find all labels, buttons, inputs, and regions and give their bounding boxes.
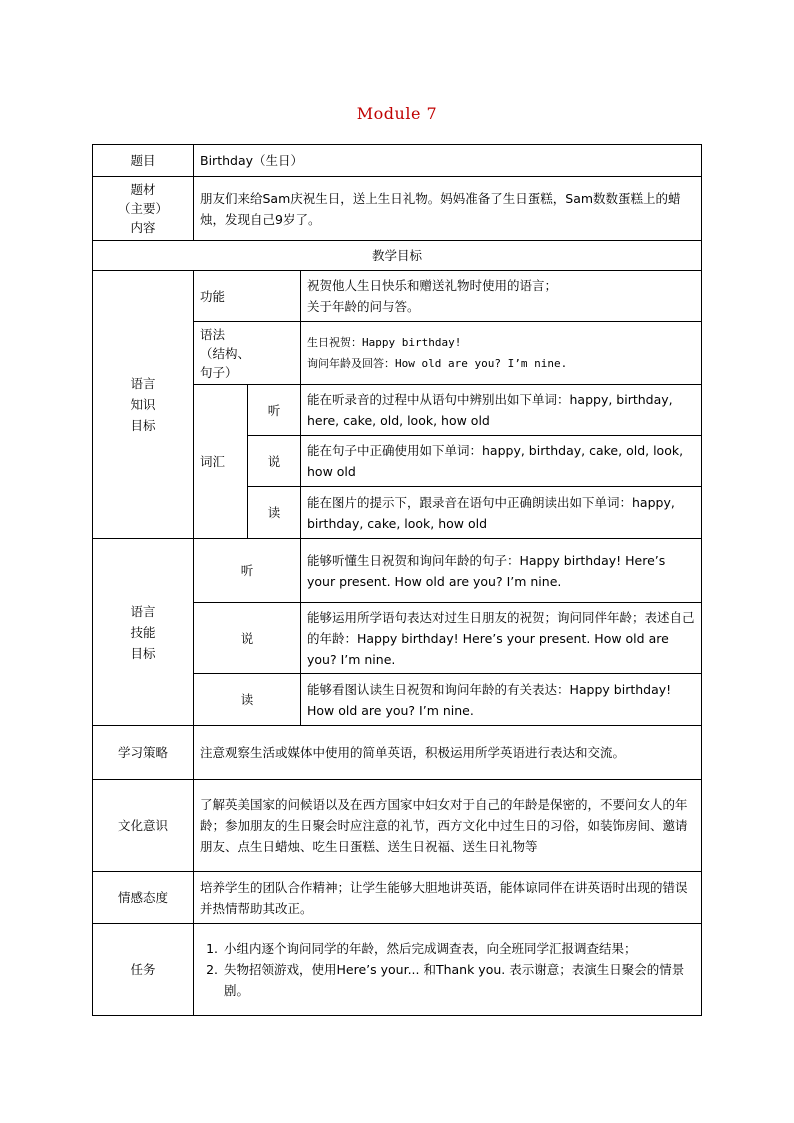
vocab-listen-label: 听: [248, 385, 301, 436]
topic-label: 题目: [93, 145, 194, 177]
strategy-label: 学习策略: [93, 726, 194, 780]
skills-read-value: 能够看图认读生日祝贺和询问年龄的有关表达：Happy birthday! How old are you? I’m nine.: [301, 674, 702, 726]
tasks-list: [200, 938, 695, 1001]
knowledge-label: 语言 知识 目标: [93, 271, 194, 539]
strategy-row: [93, 726, 702, 780]
function-label: 功能: [194, 271, 301, 322]
culture-value: 了解英美国家的问候语以及在西方国家中妇女对于自己的年龄是保密的，不要问女人的年龄；参加朋友的生日聚会时应注意的礼节，西方文化中过生日的习俗，如装饰房间、邀请朋友、点生日蜡烛、吃生日蛋糕、送生日祝福、送生日礼物等: [194, 780, 702, 872]
list-item: 1. 小组内逐个询问同学的年龄，然后完成调查表，向全班同学汇报调查结果；: [222, 938, 695, 959]
skills-speak-label: 说: [194, 603, 301, 674]
list-item: 2. 失物招领游戏，使用Here’s your... 和Thank you. 表示谢意；表演生日聚会的情景剧。: [222, 959, 695, 1001]
vocab-read-label: 读: [248, 487, 301, 539]
lesson-plan-table: [92, 144, 702, 1016]
skills-speak-value: 能够运用所学语句表达对过生日朋友的祝贺；询问同伴年龄；表述自己的年龄：Happy birthday! Here’s your present. How old are you? I’m nine.: [301, 603, 702, 674]
module-title: Module 7: [356, 104, 438, 123]
skills-label: 语言 技能 目标: [93, 539, 194, 726]
grammar-label: 语法 （结构、 句子）: [194, 322, 301, 385]
grammar-value: 生日祝贺：Happy birthday! 询问年龄及回答：How old are you? I’m nine.: [301, 322, 702, 385]
vocab-read-value: 能在图片的提示下，跟录音在语句中正确朗读出如下单词：happy, birthday, cake, look, how old: [301, 487, 702, 539]
goals-header: 教学目标: [93, 241, 702, 271]
vocab-speak-label: 说: [248, 436, 301, 487]
culture-row: [93, 780, 702, 872]
skills-read-label: 读: [194, 674, 301, 726]
attitude-value: 培养学生的团队合作精神；让学生能够大胆地讲英语，能体谅同伴在讲英语时出现的错误并热情帮助其改正。: [194, 872, 702, 924]
tasks-label: 任务: [93, 924, 194, 1016]
tasks-row: [93, 924, 702, 1016]
vocab-label: 词汇: [194, 385, 248, 539]
strategy-value: 注意观察生活或媒体中使用的简单英语，积极运用所学英语进行表达和交流。: [194, 726, 702, 780]
culture-label: 文化意识: [93, 780, 194, 872]
goals-header-row: [93, 241, 702, 271]
attitude-label: 情感态度: [93, 872, 194, 924]
material-row: [93, 177, 702, 241]
topic-value: Birthday（生日）: [194, 145, 702, 177]
material-label: 题材 （主要） 内容: [93, 177, 194, 241]
function-value: 祝贺他人生日快乐和赠送礼物时使用的语言； 关于年龄的问与答。: [301, 271, 702, 322]
skills-listen-label: 听: [194, 539, 301, 603]
attitude-row: [93, 872, 702, 924]
topic-row: [93, 145, 702, 177]
tasks-cell: [194, 924, 702, 1016]
function-row: [93, 271, 702, 322]
vocab-listen-value: 能在听录音的过程中从语句中辨别出如下单词：happy, birthday, here, cake, old, look, how old: [301, 385, 702, 436]
material-value: 朋友们来给Sam庆祝生日，送上生日礼物。妈妈准备了生日蛋糕，Sam数数蛋糕上的蜡烛，发现自己9岁了。: [194, 177, 702, 241]
skills-listen-value: 能够听懂生日祝贺和询问年龄的句子：Happy birthday! Here’s your present. How old are you? I’m nine.: [301, 539, 702, 603]
vocab-speak-value: 能在句子中正确使用如下单词：happy, birthday, cake, old, look, how old: [301, 436, 702, 487]
skills-listen-row: [93, 539, 702, 603]
